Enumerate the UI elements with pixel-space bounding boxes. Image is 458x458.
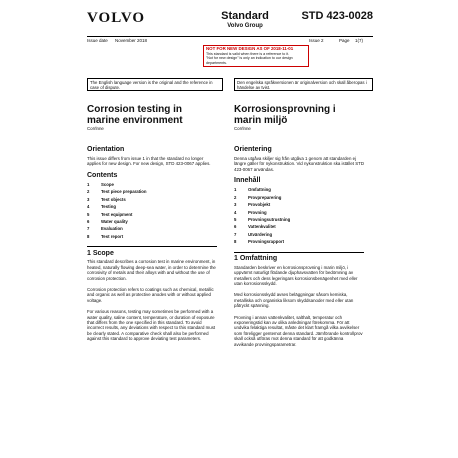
volvo-logo: VOLVO bbox=[87, 10, 146, 26]
orientation-heading: Orientation bbox=[87, 146, 125, 154]
doc-type: Standard bbox=[221, 10, 269, 22]
scope-paragraph-3: For various reasons, testing may sometimes be performed with a water quality, saline content, temperature, or duration of exposure that differs from the one specified in this standard. To avoid incorrect results, any deviations with respect to this standard must be clearly stated. A comparative check shall also be performed against this standard to approve deviating test parameters. bbox=[87, 309, 216, 342]
page-number: 1(7) bbox=[355, 38, 364, 43]
orientering-text: Denna utgåva skiljer sig från utgåva 1 genom att standarden ej längre gäller för nykonstruktion. Vid nykonstruktion ska istället STD 423-0067 användas. bbox=[234, 155, 364, 172]
toc-item[interactable]: 6 Vattenkvalitet bbox=[234, 224, 276, 230]
issue-date-label: Issue date bbox=[87, 38, 108, 43]
contents-heading: Contents bbox=[87, 171, 118, 179]
swedish-column bbox=[234, 104, 364, 353]
innehall-heading: Innehåll bbox=[234, 177, 261, 185]
toc-item[interactable]: 4 Testing bbox=[87, 204, 116, 210]
english-language-note: The English language version is the original and the reference in case of dispute. bbox=[87, 78, 223, 91]
toc-item[interactable]: 8 Test report bbox=[87, 233, 124, 239]
omfattning-heading: 1 Omfattning bbox=[234, 255, 278, 263]
toc-item[interactable]: 7 Evaluation bbox=[87, 226, 123, 232]
swedish-subtitle: Corrlnne bbox=[234, 126, 251, 131]
standard-number: STD 423-0028 bbox=[301, 10, 373, 22]
toc-item[interactable]: 4 Provning bbox=[234, 209, 267, 215]
scope-heading: 1 Scope bbox=[87, 249, 114, 257]
toc-item[interactable]: 5 Test equipment bbox=[87, 211, 133, 217]
toc-item[interactable]: 2 Provpreparering bbox=[234, 194, 282, 200]
toc-item[interactable]: 2 Test piece preparation bbox=[87, 189, 147, 195]
toc-item[interactable]: 1 Omfattning bbox=[234, 187, 271, 193]
header-rule bbox=[87, 36, 373, 37]
swedish-language-note: Den engelska språkversionen är originalversion och skall åberopas i händelse av tvist. bbox=[234, 78, 373, 91]
toc-item[interactable]: 8 Provningsrapport bbox=[234, 239, 285, 245]
toc-item[interactable]: 3 Provobjekt bbox=[234, 202, 271, 208]
section-rule bbox=[87, 246, 217, 247]
toc-item[interactable]: 3 Test objects bbox=[87, 196, 126, 202]
notice-line1: This standard is valid when there is a reference to it. bbox=[206, 51, 290, 56]
scope-paragraph-1: This standard describes a corrosion test in marine environment, in heated, naturally flowing deep-sea water, in order to determine the corrosivity of metals and their alloys with and without the use of corrosion protection. bbox=[87, 259, 216, 281]
doc-group: Volvo Group bbox=[227, 23, 263, 29]
page-label: Page bbox=[339, 38, 350, 43]
notice-title: NOT FOR NEW DESIGN AS OF 2018-11-01 bbox=[206, 46, 294, 51]
issue-label: Issue 2 bbox=[309, 38, 324, 43]
issue-date: November 2018 bbox=[115, 38, 148, 43]
toc-item[interactable]: 6 Water quality bbox=[87, 219, 128, 225]
omfattning-paragraph-1: Standarden beskriver en korrosionsprovning i marin miljö, i uppvärmt naturligt flödande djuphavsvatten för bedömning av metallers och dess legeringars korrosionsbenägenhet med eller utan korrosionsskydd. bbox=[234, 264, 358, 286]
swedish-toc bbox=[234, 186, 364, 245]
not-for-new-design-notice bbox=[203, 45, 309, 67]
english-subtitle: Corrlnne bbox=[87, 126, 104, 131]
omfattning-paragraph-3: Provning i annan vattenkvalitet, salthalt, temperatur och exponeringstid kan av olika anledningar förekomma. För att undvika felaktiga resultat, måste det klart framgå vilka avvikelser som föreligger gentemot denna standard. Jämförande kontrollprov skall också utföras mot denna standard för att godkänna avvikande provningsparametrar. bbox=[234, 314, 363, 347]
document-page bbox=[87, 10, 373, 450]
notice-line2: "Not for new design" is only an indication to our design departments. bbox=[206, 56, 293, 65]
toc-item[interactable]: 5 Provningsutrustning bbox=[234, 217, 291, 223]
scope-paragraph-2: Corrosion protection refers to coatings such as chemical, metallic and organic as well as protective anodes with or without applied voltage. bbox=[87, 287, 214, 303]
swedish-title: Korrosionsprovning i marin miljö bbox=[234, 104, 336, 126]
english-title: Corrosion testing in marine environment bbox=[87, 104, 183, 126]
orientation-text: This issue differs from issue 1 in that the standard no longer applies for new design. For new design, STD 423-0067 applies. bbox=[87, 155, 211, 167]
toc-item[interactable]: 1 Scope bbox=[87, 182, 114, 188]
orientering-heading: Orientering bbox=[234, 146, 272, 154]
english-toc bbox=[87, 181, 217, 240]
toc-item[interactable]: 7 Utvärdering bbox=[234, 231, 273, 237]
omfattning-paragraph-2: Med korrosionsskydd avses beläggningar såsom kemiska, metalliska och organiska liksom skyddsanoder med eller utan påtryckt spänning. bbox=[234, 292, 354, 309]
section-rule bbox=[234, 252, 364, 253]
english-column bbox=[87, 104, 217, 348]
